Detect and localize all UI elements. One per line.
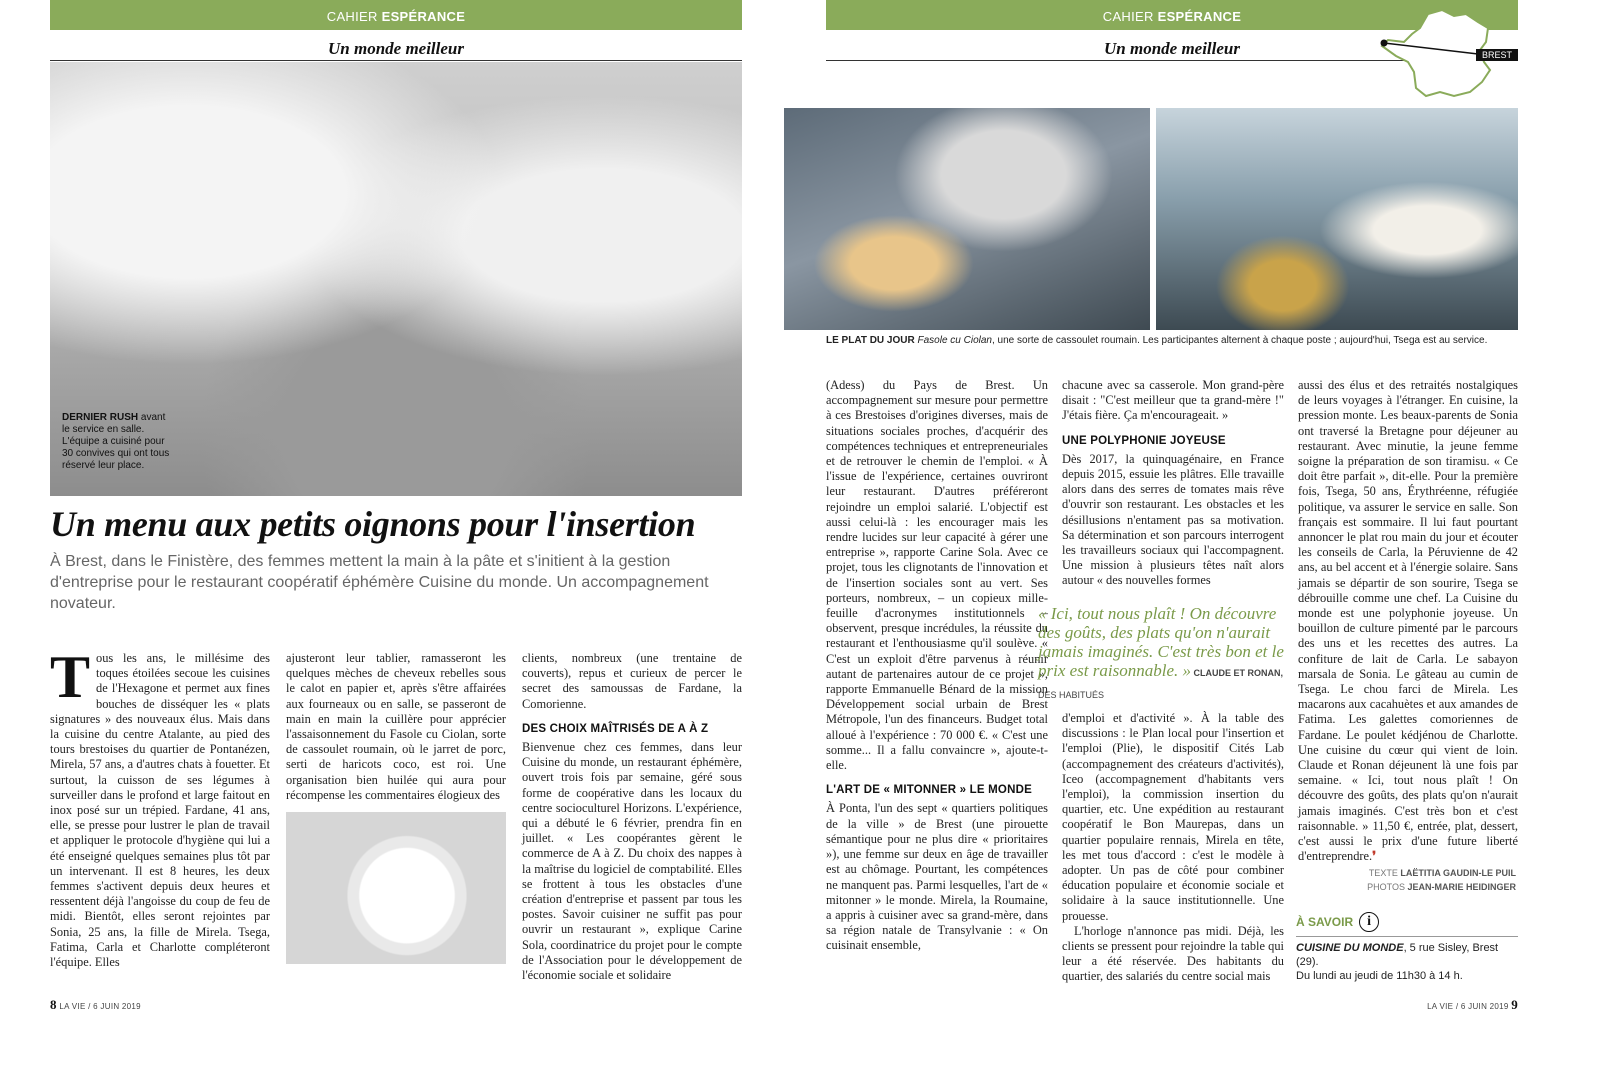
pull-quote: « Ici, tout nous plaît ! On découvre des goûts, des plats qu'on n'aurait jamais imaginés. C'est très bon et le prix est raisonnable. » CLAUDE ET RONAN, DES HABITUÉS xyxy=(1038,604,1284,700)
article-column-6: aussi des élus et des retraités nostalgiques de leurs voyages à l'étranger. En cuisine, la pression monte. Les beaux-parents de Sonia ont traversé la Bretagne pour déjeuner au restaurant. Avec minutie, la jeune femme soigne la préparation de son tiramisu. « Ce doit être parfait », dit-elle. Pour la première fois, Tsega, 50 ans, Érythréenne, réfugiée politique, va assurer le service en salle. Son français est sommaire. Il lui faut pourtant annoncer le plat rou main du jour et écouter les conseils de Carla, la Péruvienne de 42 ans, au bel accent et à l'énergie solaire. Sans jamais se départir de son sourire, Tsega se débrouille comme une chef. La Cuisine du monde est une polyphonie joyeuse. Un bouillon de culture pimenté par le parcours des uns et les recettes des autres. La confiture de lait de Carla. Le sabayon marsala de Sonia. Le gâteau au cumin de Tsega. Le chou farci de Mirela. Les macarons aux cacahuètes et aux amandes de Fatima. Les galettes comoriennes de Fardane. Le poulet kédjénou de Charlotte. Une cuisine du cœur qui vient de loin. Claude et Ronan déjeunent là une fois par semaine. « Ici, tout nous plaît ! On découvre des goûts, des plats qu'on n'aurait jamais imaginés. C'est très bon et c'est raisonnable. » 11,50 €, entrée, plat, dessert, c'est aussi le prix d'une future liberté d'entreprendre.❜ xyxy=(1298,378,1518,864)
folio-left: 8 LA VIE / 6 JUIN 2019 xyxy=(50,997,141,1012)
subhead-polyphonie: UNE POLYPHONIE JOYEUSE xyxy=(1062,434,1226,447)
dish-photo xyxy=(784,108,1150,330)
section-band-left: CAHIER ESPÉRANCE xyxy=(50,0,742,30)
article-column-5-continued: d'emploi et d'activité ». À la table des discussions : le Plan local pour l'insertion et l'emploi (Plie), le dispositif Cités Lab (accompagnement des créateurs d'activités), Iceo (accompagnement d'habitants vers l'emploi), la commission insertion du quartier, etc. Une expédition au restaurant coopératif le Bon Maurepas, dans un quartier populaire rennais, Mirela en tête, les met tous d'accord : c'est le modèle à adopter. Un pas de côté pour combiner éducation populaire et économie sociale et solidaire à la sauce institutionnelle. Une prouesse. L'horloge n'annonce pas midi. Déjà, les clients se pressent pour rejoindre la table qui leur a été réservée. Des habitants du quartier, des salariés du centre social mais xyxy=(1062,711,1284,984)
map-city-label: BREST xyxy=(1476,49,1518,61)
running-title-left: Un monde meilleur xyxy=(327,39,464,58)
kitchen-photo xyxy=(50,62,742,496)
header-rule-left xyxy=(50,60,742,61)
article-standfirst: À Brest, dans le Finistère, des femmes mettent la main à la pâte et s'initient à la gestion d'entreprise pour le restaurant coopératif éphémère Cuisine du monde. Un accompagnement novateur. xyxy=(50,553,709,612)
article-column-5: chacune avec sa casserole. Mon grand-père disait : "C'est meilleur que ta grand-mère !" J'étais fière. Ça m'encourageait. » UNE POLYPHONIE JOYEUSE Dès 2017, la quinquagénaire, en France depuis 2015, essuie les plâtres. Elle travaille alors dans des serres de tomates mais rêve d'ouvrir son restaurant. Les obstacles et les désillusions n'entament pas sa motivation. Sa détermination et son parcours interrogent les travailleurs sociaux qui l'accompagnent. Une mission à plusieurs têtes naît alors autour « des nouvelles formes xyxy=(1062,378,1284,588)
running-title-right: Un monde meilleur xyxy=(1103,39,1240,58)
article-credits: TEXTE LAËTITIA GAUDIN-LE PUIL PHOTOS JEAN-MARIE HEIDINGER xyxy=(1367,868,1516,892)
end-mark: ❜ xyxy=(1372,849,1377,864)
section-band-right: CAHIER ESPÉRANCE xyxy=(826,0,1518,30)
article-column-4: (Adess) du Pays de Brest. Un accompagnement sur mesure pour permettre à ces Brestoises d'origines diverses, mais de situations sociales proches, d'acquérir des compétences techniques et entrepreneuriales et de retrouver le chemin de l'emploi. « À l'issue de l'expérience, certaines ouvriront leur restaurant. D'autres préféreront rejoindre un emploi salarié. L'objectif est aussi celui-là : les encourager mais les rendre lucides sur leur capacité à gérer une entreprise », rapporte Carine Sola. Avec ce projet, tous les clignotants de l'innovation et de l'insertion sociales sont au vert. Ses porteurs, nombreux, – un copieux mille-feuille d'acronymes institutionnels – observent, presque incrédules, la réussite du restaurant et l'enthousiasme qu'il soulève. « C'est un exploit d'être parvenus à réunir autant de partenaires autour de ce projet », rapporte Emmanuelle Bénard de la mission Développement social urbain de Brest Métropole, l'un des financeurs. Budget total alloué à l'expérience : 70 000 €. « C'est une somme... Il a fallu convaincre », ajoute-t-elle. L'ART DE « MITONNER » LE MONDE À Ponta, l'un des sept « quartiers politiques de la ville » de Brest (une pirouette sémantique pour ne plus dire « prioritaires »), une femme sur deux en âge de travailler est au chômage. Pourtant, les compétences ne manquent pas. Parmi lesquelles, l'art de « mitonner » le monde. Mirela, la Roumaine, a appris à cuisiner avec sa grand-mère, dans sa région natale de Transylvanie : « On cuisinait ensemble, xyxy=(826,378,1048,953)
a-savoir-title: À SAVOIR xyxy=(1296,915,1354,929)
article-column-3: clients, nombreux (une trentaine de couverts), repus et curieux de percer le secret des samoussas de Fardane, la Comorienne. DES CHOIX MAÎTRISÉS DE A À Z Bienvenue chez ces femmes, dans leur Cuisine du monde, un restaurant éphémère, ouvert trois fois par semaine, géré sous forme de coopérative dans les locaux du centre socioculturel Horizons. L'expérience, qui a débuté le 6 février, prendra fin en juillet. « Les coopérantes gèrent le commerce de A à Z. Du choix des nappes à la maîtrise du logiciel de comptabilité. Elles se frottent à tous les obstacles d'une création d'entreprise et passent par tous les postes. Savoir cuisiner ne suffit pas pour ouvrir un restaurant », explique Carine Sola, coordinatrice du projet pour le compte de l'Association pour le développement de l'économie sociale et solidaire xyxy=(522,651,742,983)
subhead-choix: DES CHOIX MAÎTRISÉS DE A À Z xyxy=(522,722,709,735)
info-icon: i xyxy=(1359,912,1379,932)
salad-plate-photo xyxy=(286,812,506,964)
subhead-mitonner: L'ART DE « MITONNER » LE MONDE xyxy=(826,784,1032,797)
photo-caption-main: DERNIER RUSH avant le service en salle. L'équipe a cuisiné pour 30 convives qui ont tous réservé leur place. xyxy=(62,412,170,471)
table-service-photo xyxy=(1156,108,1518,330)
photo-caption-plat: LE PLAT DU JOUR Fasole cu Ciolan, une sorte de cassoulet roumain. Les participantes alternent à chaque poste ; aujourd'hui, Tsega est au service. xyxy=(826,335,1488,346)
a-savoir-body: CUISINE DU MONDE, 5 rue Sisley, Brest (29). Du lundi au jeudi de 11h30 à 14 h. xyxy=(1296,942,1499,982)
drop-cap: T xyxy=(50,644,91,710)
folio-right: LA VIE / 6 JUIN 2019 9 xyxy=(1427,997,1518,1012)
article-column-2: ajusteront leur tablier, ramasseront les quelques mèches de cheveux rebelles sous le calot en papier et, après s'être affairées aux fourneaux ou en salle, se passeront de main en main la cuillère pour apprécier l'assaisonnement du Fasole cu Ciolan, sorte de cassoulet roumain, où le jarret de porc, serti de haricots coco, est roi. Une organisation bien huilée qui aura pour récompense les commentaires élogieux des xyxy=(286,651,506,802)
a-savoir-box xyxy=(1296,912,1518,983)
article-headline: Un menu aux petits oignons pour l'insertion xyxy=(50,504,696,544)
article-column-1: Tous les ans, le millésime des toques étoilées secoue les cuisines de l'Hexagone et permet aux fines bouches de disséquer les « plats signatures » des nouveaux élus. Mais dans la cuisine du centre Atalante, au pied des tours brestoises du quartier de Pontanézen, Mirela, 57 ans, a d'autres chats à fouetter. Et surtout, la cuisson de ses légumes à surveiller dans le profond et large faitout en inox posé sur un trépied. Fardane, 41 ans, elle, se presse pour lustrer le plan de travail et appliquer le protocole d'hygiène qui lui a été enseigné quelques semaines plus tôt par un intervenant. Il est 8 heures, les deux femmes s'activent depuis deux heures et ressentent déjà l'angoisse du coup de feu de midi. Bientôt, elles seront rejointes par Sonia, 25 ans, la fille de Mirela. Tsega, Fatima, Carla et Charlotte compléteront l'équipe. Elles xyxy=(50,644,270,970)
